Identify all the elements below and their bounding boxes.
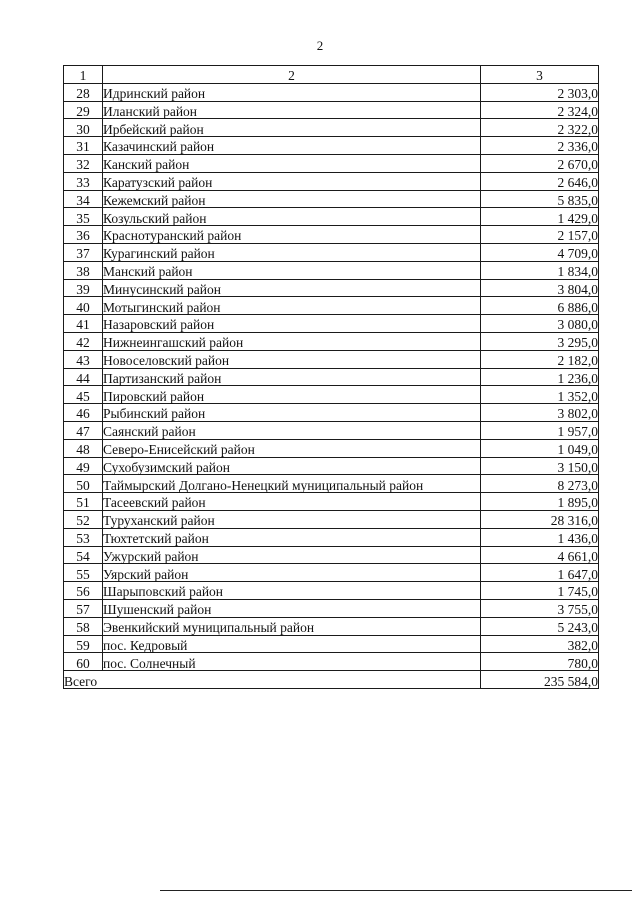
allocation-value: 382,0 (481, 635, 599, 653)
row-number: 33 (64, 172, 103, 190)
row-number: 29 (64, 101, 103, 119)
row-number: 58 (64, 617, 103, 635)
table-row (64, 190, 599, 208)
allocation-value: 2 322,0 (481, 119, 599, 137)
district-name: Ирбейский район (103, 119, 481, 137)
table-row (64, 226, 599, 244)
row-number: 50 (64, 475, 103, 493)
district-name: Пировский район (103, 386, 481, 404)
table-row (64, 279, 599, 297)
allocation-value: 4 661,0 (481, 546, 599, 564)
row-number: 44 (64, 368, 103, 386)
row-number: 57 (64, 599, 103, 617)
table-row (64, 137, 599, 155)
allocation-value: 6 886,0 (481, 297, 599, 315)
table-row (64, 208, 599, 226)
district-name: Туруханский район (103, 510, 481, 528)
allocation-value: 3 755,0 (481, 599, 599, 617)
allocation-value: 1 957,0 (481, 421, 599, 439)
column-header-number: 1 (64, 66, 103, 84)
table-row (64, 582, 599, 600)
allocation-value: 5 835,0 (481, 190, 599, 208)
district-name: Идринский район (103, 83, 481, 101)
allocation-value: 2 670,0 (481, 154, 599, 172)
table-row (64, 510, 599, 528)
district-name: Шарыповский район (103, 582, 481, 600)
table-row (64, 154, 599, 172)
allocation-value: 780,0 (481, 653, 599, 671)
table-row (64, 617, 599, 635)
table-row (64, 101, 599, 119)
district-name: Новоселовский район (103, 350, 481, 368)
table-row (64, 457, 599, 475)
district-name: Манский район (103, 261, 481, 279)
total-label: Всего (64, 671, 481, 689)
allocation-value: 3 150,0 (481, 457, 599, 475)
table-row (64, 368, 599, 386)
table-row (64, 83, 599, 101)
table-row (64, 315, 599, 333)
row-number: 42 (64, 332, 103, 350)
allocation-value: 1 834,0 (481, 261, 599, 279)
table-row (64, 332, 599, 350)
district-name: Северо-Енисейский район (103, 439, 481, 457)
row-number: 34 (64, 190, 103, 208)
bottom-rule (160, 890, 632, 891)
district-name: Тюхтетский район (103, 528, 481, 546)
row-number: 46 (64, 404, 103, 422)
allocation-value: 1 647,0 (481, 564, 599, 582)
allocation-value: 1 895,0 (481, 493, 599, 511)
allocation-value: 3 295,0 (481, 332, 599, 350)
allocation-value: 1 436,0 (481, 528, 599, 546)
table-row (64, 599, 599, 617)
table-row (64, 528, 599, 546)
row-number: 47 (64, 421, 103, 439)
district-name: Канский район (103, 154, 481, 172)
table-row (64, 297, 599, 315)
row-number: 37 (64, 243, 103, 261)
table-row (64, 439, 599, 457)
district-name: Ужурский район (103, 546, 481, 564)
allocation-value: 2 336,0 (481, 137, 599, 155)
district-allocation-table (63, 65, 599, 689)
table-row (64, 119, 599, 137)
table-row (64, 172, 599, 190)
row-number: 59 (64, 635, 103, 653)
district-name: пос. Кедровый (103, 635, 481, 653)
allocation-value: 1 429,0 (481, 208, 599, 226)
district-name: Тасеевский район (103, 493, 481, 511)
row-number: 48 (64, 439, 103, 457)
row-number: 28 (64, 83, 103, 101)
row-number: 53 (64, 528, 103, 546)
column-header-value: 3 (481, 66, 599, 84)
district-name: Мотыгинский район (103, 297, 481, 315)
row-number: 41 (64, 315, 103, 333)
district-name: Эвенкийский муниципальный район (103, 617, 481, 635)
row-number: 32 (64, 154, 103, 172)
table-header-row (64, 66, 599, 84)
row-number: 49 (64, 457, 103, 475)
table-row (64, 386, 599, 404)
allocation-value: 2 303,0 (481, 83, 599, 101)
row-number: 35 (64, 208, 103, 226)
district-name: пос. Солнечный (103, 653, 481, 671)
column-header-name: 2 (103, 66, 481, 84)
district-name: Нижнеингашский район (103, 332, 481, 350)
row-number: 30 (64, 119, 103, 137)
district-name: Саянский район (103, 421, 481, 439)
row-number: 31 (64, 137, 103, 155)
table-row (64, 546, 599, 564)
district-name: Шушенский район (103, 599, 481, 617)
row-number: 51 (64, 493, 103, 511)
district-name: Партизанский район (103, 368, 481, 386)
total-value: 235 584,0 (481, 671, 599, 689)
row-number: 39 (64, 279, 103, 297)
row-number: 38 (64, 261, 103, 279)
table-row (64, 635, 599, 653)
district-name: Назаровский район (103, 315, 481, 333)
table-row (64, 475, 599, 493)
allocation-value: 4 709,0 (481, 243, 599, 261)
table-row (64, 493, 599, 511)
table-row (64, 404, 599, 422)
allocation-value: 1 352,0 (481, 386, 599, 404)
district-name: Краснотуранский район (103, 226, 481, 244)
table-row (64, 243, 599, 261)
row-number: 54 (64, 546, 103, 564)
district-name: Уярский район (103, 564, 481, 582)
allocation-value: 2 324,0 (481, 101, 599, 119)
row-number: 40 (64, 297, 103, 315)
allocation-value: 8 273,0 (481, 475, 599, 493)
district-name: Таймырский Долгано-Ненецкий муниципальный район (103, 475, 481, 493)
allocation-value: 2 646,0 (481, 172, 599, 190)
allocation-value: 3 802,0 (481, 404, 599, 422)
row-number: 60 (64, 653, 103, 671)
row-number: 56 (64, 582, 103, 600)
allocation-value: 2 182,0 (481, 350, 599, 368)
district-name: Курагинский район (103, 243, 481, 261)
allocation-value: 5 243,0 (481, 617, 599, 635)
row-number: 45 (64, 386, 103, 404)
table-row (64, 421, 599, 439)
district-name: Козульский район (103, 208, 481, 226)
allocation-value: 3 804,0 (481, 279, 599, 297)
district-name: Минусинский район (103, 279, 481, 297)
total-row (64, 671, 599, 689)
table-row (64, 564, 599, 582)
allocation-value: 1 745,0 (481, 582, 599, 600)
district-name: Рыбинский район (103, 404, 481, 422)
page-number: 2 (316, 38, 324, 53)
table-row (64, 350, 599, 368)
table-row (64, 653, 599, 671)
district-name: Сухобузимский район (103, 457, 481, 475)
district-name: Казачинский район (103, 137, 481, 155)
row-number: 36 (64, 226, 103, 244)
allocation-value: 2 157,0 (481, 226, 599, 244)
table-row (64, 261, 599, 279)
row-number: 52 (64, 510, 103, 528)
row-number: 43 (64, 350, 103, 368)
district-name: Каратузский район (103, 172, 481, 190)
district-name: Кежемский район (103, 190, 481, 208)
allocation-value: 3 080,0 (481, 315, 599, 333)
allocation-value: 1 236,0 (481, 368, 599, 386)
allocation-value: 28 316,0 (481, 510, 599, 528)
district-name: Иланский район (103, 101, 481, 119)
row-number: 55 (64, 564, 103, 582)
table-body (64, 83, 599, 670)
allocation-value: 1 049,0 (481, 439, 599, 457)
